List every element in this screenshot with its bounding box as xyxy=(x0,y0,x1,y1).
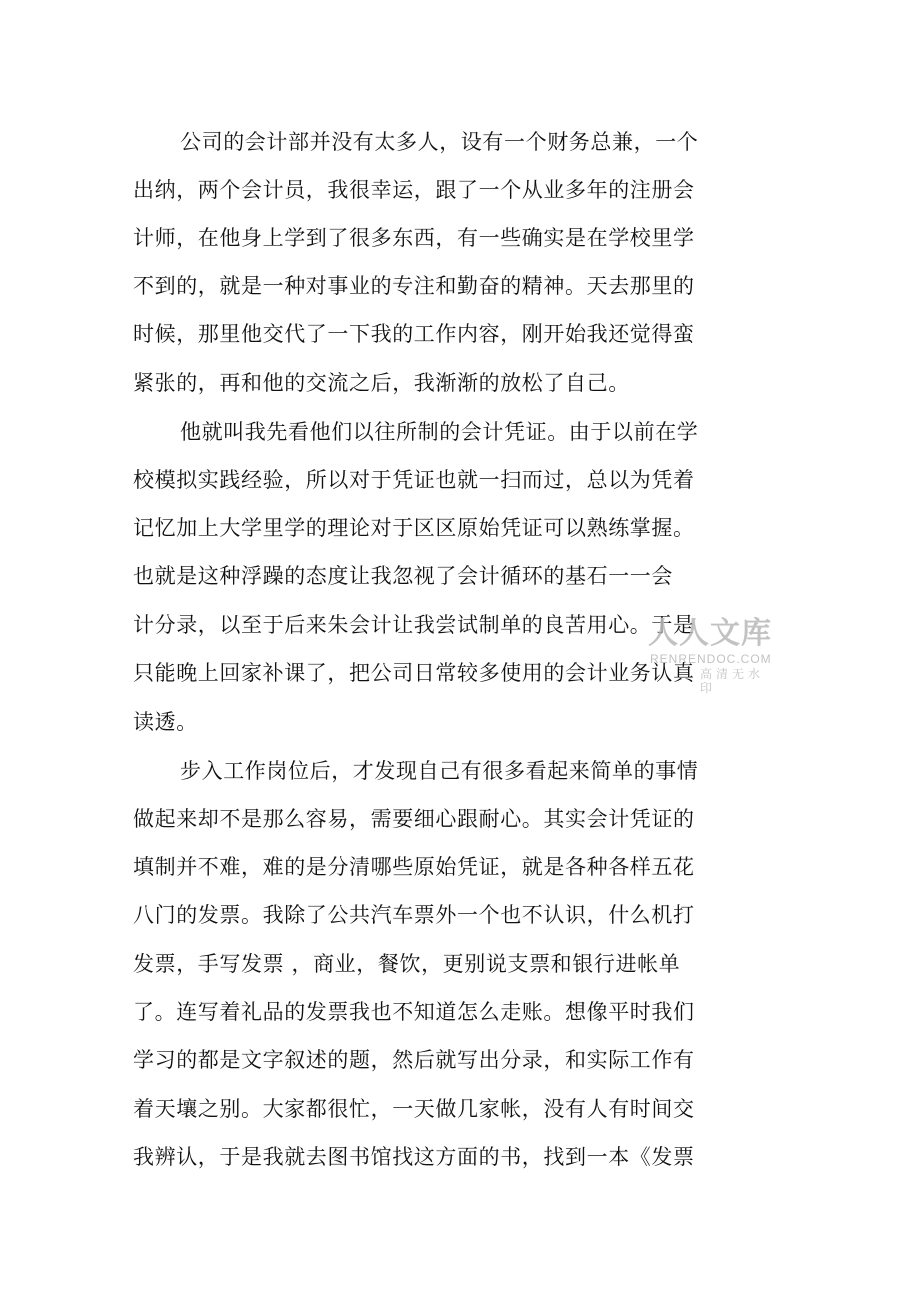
text-line: 做起来却不是那么容易，需要细心跟耐心。其实会计凭证的 xyxy=(133,807,695,831)
text-line: 计分录，以至于后来朱会计让我尝试制单的良苦用心。于是 xyxy=(133,613,695,637)
text-line: 发票，手写发票 ，商业，餐饮，更别说支票和银行进帐单 xyxy=(133,952,681,976)
text-line: 填制并不难，难的是分清哪些原始凭证，就是各种各样五花 xyxy=(133,855,695,879)
text-line: 学习的都是文字叙述的题，然后就写出分录，和实际工作有 xyxy=(133,1048,695,1072)
watermark-logo: 人人文库 xyxy=(648,616,772,651)
text-line: 着天壤之别。大家都很忙，一天做几家帐，没有人有时间交 xyxy=(133,1097,695,1121)
text-line: 只能晚上回家补课了，把公司日常较多使用的会计业务认真 xyxy=(133,661,695,685)
text-line: 他就叫我先看他们以往所制的会计凭证。由于以前在学 xyxy=(180,420,699,444)
watermark-tag: 高清无水印 xyxy=(700,667,765,695)
watermark xyxy=(648,616,778,695)
text-line: 出纳，两个会计员，我很幸运，跟了一个从业多年的注册会 xyxy=(133,178,695,202)
text-line: 时候，那里他交代了一下我的工作内容，刚开始我还觉得蛮 xyxy=(133,322,695,346)
text-line: 公司的会计部并没有太多人，设有一个财务总兼，一个 xyxy=(180,130,699,154)
text-line: 记忆加上大学里学的理论对于区区原始凭证可以熟练掌握。 xyxy=(133,516,695,540)
text-line: 计师，在他身上学到了很多东西，有一些确实是在学校里学 xyxy=(133,226,695,250)
text-line: 校模拟实践经验，所以对于凭证也就一扫而过，总以为凭着 xyxy=(133,468,695,492)
text-line: 步入工作岗位后，才发现自己有很多看起来简单的事情 xyxy=(180,759,699,783)
text-line: 我辨认，于是我就去图书馆找这方面的书，找到一本《发票 xyxy=(133,1145,695,1169)
text-line: 八门的发票。我除了公共汽车票外一个也不认识，什么机打 xyxy=(133,903,695,927)
text-line: 也就是这种浮躁的态度让我忽视了会计循环的基石一一会 xyxy=(133,564,673,588)
text-line: 读透。 xyxy=(133,710,198,734)
text-line: 紧张的，再和他的交流之后，我渐渐的放松了自己。 xyxy=(133,371,630,395)
watermark-site: RENRENDOC.COM xyxy=(650,652,772,666)
text-line: 不到的，就是一种对事业的专注和勤奋的精神。天去那里的 xyxy=(133,274,695,298)
text-line: 了。连写着礼品的发票我也不知道怎么走账。想像平时我们 xyxy=(133,1000,695,1024)
